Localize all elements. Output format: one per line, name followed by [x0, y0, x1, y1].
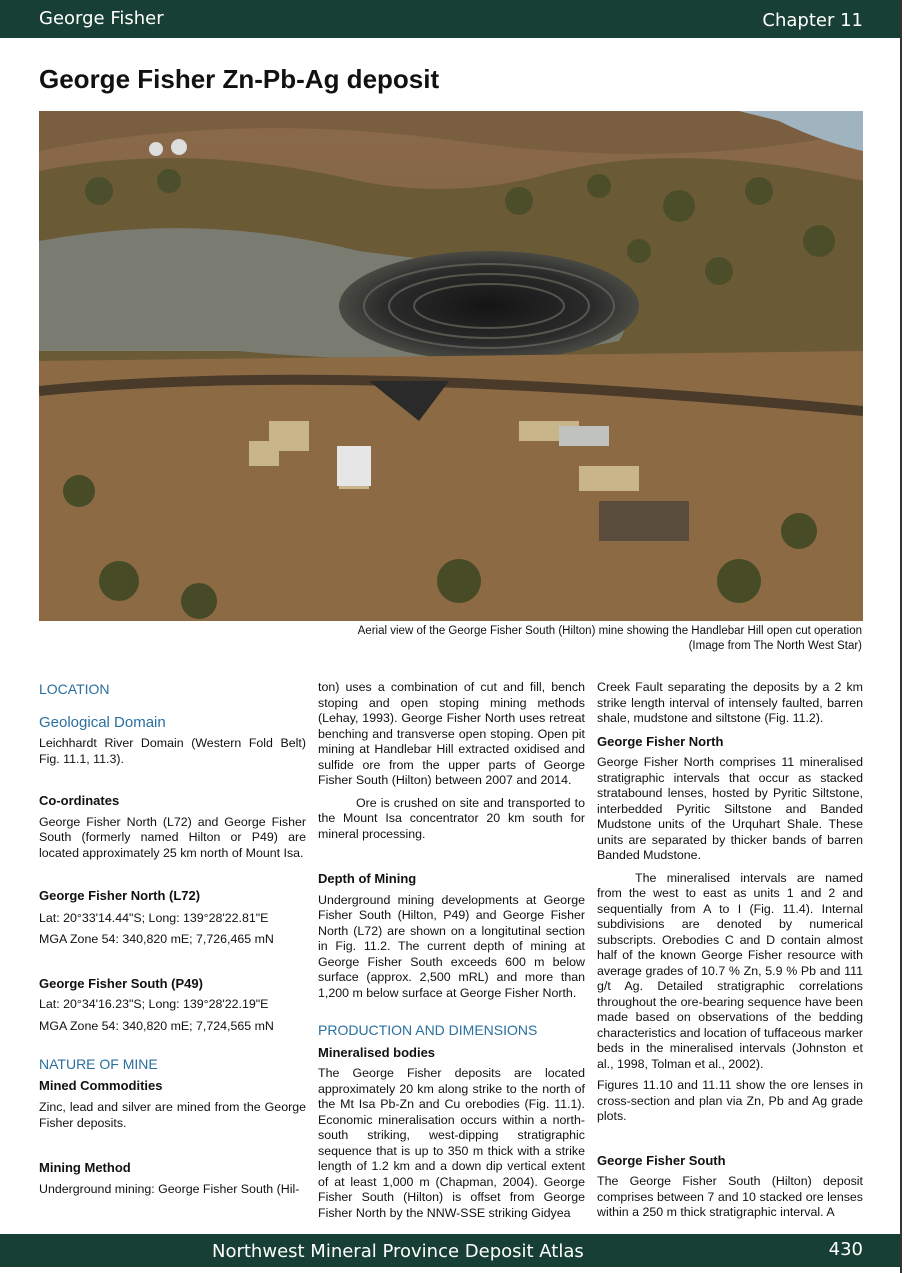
- depth-of-mining-text: Underground mining developments at George Fisher South (Hilton, P49) and George Fisher North (L72) are shown on a longitutinal section in Fig. 11.2. The current depth of mining at George Fisher South exceeds 600 m below surface (approx. 2,500 mRL) and more than 1,200 m below surface at George Fisher North.: [318, 892, 585, 1000]
- heading-gfs-coords: George Fisher South (P49): [39, 975, 203, 991]
- mineralised-bodies-continued: Creek Fault separating the deposits by a 2 km strike length interval of intensely faulted, barren shale, mudstone and siltstone (Fig. 11.2).: [597, 680, 863, 725]
- ore-processing-text: Ore is crushed on site and transported to the Mount Isa concentrator 20 km south for mineral processing.: [318, 795, 585, 841]
- heading-gfn-coords: George Fisher North (L72): [39, 888, 201, 903]
- heading-george-fisher-north: George Fisher North: [597, 733, 724, 749]
- mining-method-text: Underground mining: George Fisher South (Hil-: [39, 1181, 300, 1196]
- section-production-dimensions: PRODUCTION AND DIMENSIONS: [318, 1022, 538, 1038]
- heading-mined-commodities: Mined Commodities: [39, 1077, 163, 1093]
- aerial-mine-photo: [39, 111, 863, 621]
- mined-commodities-text: Zinc, lead and silver are mined from the George Fisher deposits.: [39, 1100, 306, 1130]
- footer-title: Northwest Mineral Province Deposit Atlas: [212, 1241, 584, 1262]
- page-title: George Fisher Zn-Pb-Ag deposit: [39, 64, 440, 94]
- heading-mineralised-bodies: Mineralised bodies: [318, 1044, 436, 1060]
- gfn-paragraph-3: Figures 11.10 and 11.11 show the ore lenses in cross-section and plan via Zn, Pb and Ag grade plots.: [597, 1078, 863, 1123]
- gfs-mga: MGA Zone 54: 340,820 mE; 7,724,565 mN: [39, 1018, 274, 1033]
- caption-line-1: Aerial view of the George Fisher South (Hilton) mine showing the Handlebar Hill open cut operation: [357, 625, 862, 637]
- page-footer: [0, 1234, 900, 1267]
- geological-domain-text: Leichhardt River Domain (Western Fold Belt) Fig. 11.1, 11.3).: [39, 736, 306, 766]
- heading-coordinates: Co-ordinates: [39, 793, 120, 808]
- page-header: [0, 0, 900, 38]
- gfn-paragraph-1: George Fisher North comprises 11 mineralised stratigraphic intervals that occur as stacked stratabound lenses, hosted by Pyritic Siltstone, interbedded Pyritic Siltstone and Banded Mudstone units of the Urquhart Shale. These units are separated by thicker bands of barren Banded Mudstone.: [597, 755, 863, 862]
- mineralised-bodies-text: The George Fisher deposits are located approximately 20 km along strike to the north of the Mt Isa Pb-Zn and Cu orebodies (Fig. 11.1). Economic mineralisation occurs within a north-south striking, west-dipping stratigraphic sequence that is up to 350 m thick with a strike length of 1.2 km and a down dip vertical extent of at least 1,000 m (Chapman, 2004). George Fisher South (Hilton) is offset from George Fisher North by the NNW-SSE striking Gidyea: [318, 1066, 585, 1220]
- heading-depth-of-mining: Depth of Mining: [318, 871, 417, 886]
- mining-method-continued: ton) uses a combination of cut and fill, bench stoping and open stoping mining methods (Lehay, 1993). George Fisher North uses retreat benching and transverse open stoping. Open pit mining at Handlebar Hill extracted oxidised and sulfide ore from the upper parts of George Fisher South (Hilton) between 2007 and 2014.: [318, 680, 585, 787]
- column-3: [597, 680, 863, 1221]
- page-number: 430: [828, 1239, 863, 1260]
- header-left: George Fisher: [39, 8, 164, 29]
- gfs-lat-long: Lat: 20°34'16.23"S; Long: 139°28'22.19"E: [39, 997, 269, 1011]
- section-location: LOCATION: [39, 681, 110, 697]
- heading-george-fisher-south: George Fisher South: [597, 1152, 726, 1168]
- photo-caption: [300, 624, 862, 654]
- section-nature-of-mine: NATURE OF MINE: [39, 1056, 158, 1072]
- gfn-lat-long: Lat: 20°33'14.44"S; Long: 139°28'22.81"E: [39, 910, 269, 925]
- column-2: [318, 680, 585, 1221]
- gfn-paragraph-2: The mineralised intervals are named from the west to east as units 1 and 2 and sequentially from A to I (Fig. 11.4). Internal subdivisions are denoted by numerical subscripts. Orebodies C and D contain almost half of the known George Fisher resource with average grades of 10.7 % Zn, 5.9 % Pb and 111 g/t Ag. Detailed stratigraphic correlations throughout the ore-bearing sequence have been made based on observations of the bedding characteristics and location of tuffaceous marker beds in the mineralised intervals (Johnston et al., 1998, Tolman et al., 2002).: [597, 870, 863, 1071]
- gfs-paragraph: The George Fisher South (Hilton) deposit comprises between 7 and 10 stacked ore lenses within a 250 m thick stratigraphic interval. A: [597, 1174, 863, 1219]
- column-1: [39, 680, 306, 1197]
- coordinates-text: George Fisher North (L72) and George Fisher South (formerly named Hilton or P49) are located approximately 25 km north of Mount Isa.: [39, 814, 306, 860]
- heading-geological-domain: Geological Domain: [39, 713, 166, 731]
- heading-mining-method: Mining Method: [39, 1160, 131, 1175]
- caption-line-2: (Image from The North West Star): [688, 640, 862, 652]
- page-border: [900, 0, 902, 1273]
- gfn-mga: MGA Zone 54: 340,820 mE; 7,726,465 mN: [39, 932, 274, 946]
- header-chapter: Chapter 11: [762, 10, 863, 31]
